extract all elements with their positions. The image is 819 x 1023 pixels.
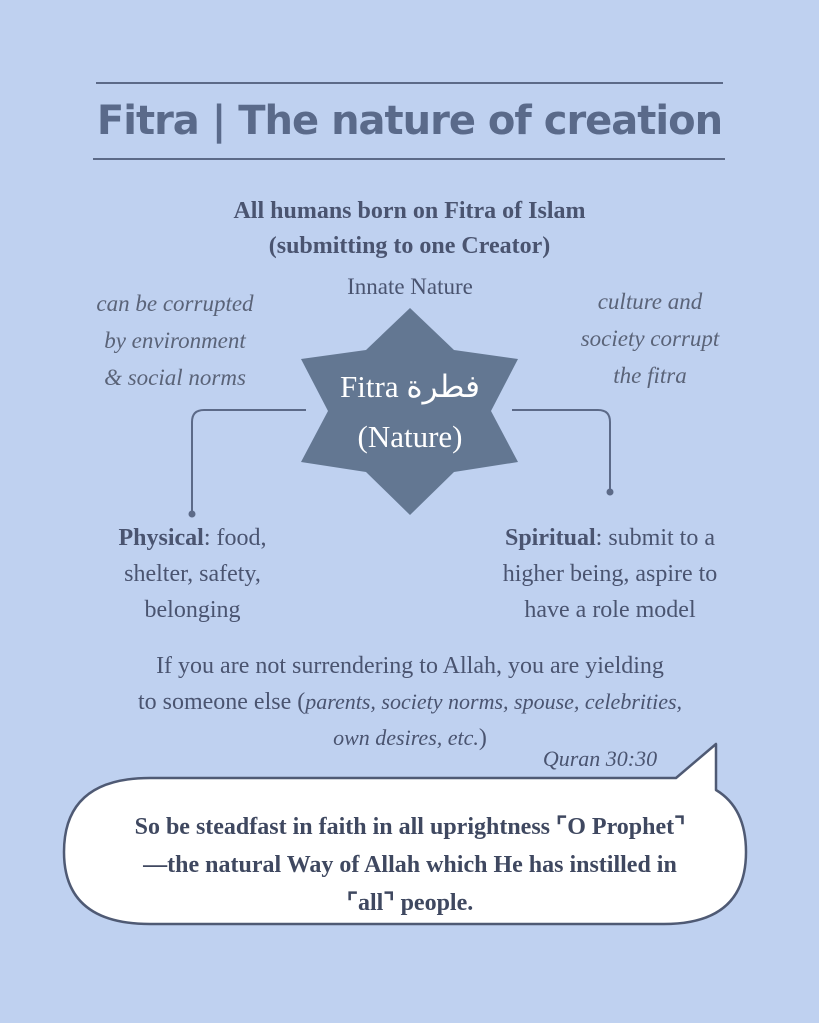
star-label-nature: (Nature) — [357, 419, 463, 454]
branch-physical-line-1 — [85, 520, 300, 556]
note-left-line: by environment — [104, 328, 246, 353]
connector-right — [512, 410, 610, 492]
connector-left — [192, 410, 306, 514]
quran-quote — [80, 808, 740, 922]
quote-line-3: ⌜all⌝ people. — [346, 890, 474, 916]
intro-line-2: (submitting to one Creator) — [268, 233, 551, 259]
page-title: Fitra | The nature of creation — [96, 98, 723, 144]
surrender-line-2-start: to someone else ( — [137, 689, 306, 715]
quote-line-1: So be steadfast in faith in all uprightness ⌜O Prophet⌝ — [134, 814, 686, 840]
branch-spiritual-label: Spiritual — [504, 525, 596, 551]
note-right-line: society corrupt — [580, 326, 720, 351]
innate-nature-caption: Innate Nature — [347, 274, 473, 299]
surrender-line-2 — [90, 684, 730, 720]
connector-left-dot — [189, 511, 196, 518]
surrender-statement — [90, 648, 730, 756]
note-right-line: the fitra — [613, 363, 687, 388]
fitra-star — [301, 308, 518, 515]
branch-spiritual-line-1 — [470, 520, 750, 556]
branch-spiritual-line-2: higher being, aspire to — [502, 561, 718, 587]
surrender-examples-end: own desires, etc. — [333, 725, 479, 750]
quote-line-2: —the natural Way of Allah which He has instilled in — [143, 852, 677, 878]
branch-physical-line-1-rest: : food, — [203, 525, 267, 551]
surrender-line-3-end: ) — [478, 725, 487, 751]
surrender-line-1: If you are not surrendering to Allah, you are yielding — [156, 653, 664, 679]
branch-physical-line-3: belonging — [144, 597, 241, 623]
surrender-examples: parents, society norms, spouse, celebrities, — [305, 689, 683, 714]
branch-spiritual-line-3: have a role model — [524, 597, 696, 623]
branch-spiritual — [470, 520, 750, 628]
note-left-line: & social norms — [104, 365, 246, 390]
branch-physical-line-2: shelter, safety, — [124, 561, 261, 587]
star-label-fitra: Fitra فطرة — [340, 369, 480, 404]
note-right-line: culture and — [597, 289, 703, 314]
branch-spiritual-line-1-rest: : submit to a — [595, 525, 716, 551]
note-left-line: can be corrupted — [96, 291, 254, 316]
branch-physical-label: Physical — [118, 525, 204, 551]
connector-right-dot — [607, 489, 614, 496]
branch-physical — [85, 520, 300, 628]
intro-line-1: All humans born on Fitra of Islam — [233, 198, 586, 224]
quran-citation: Quran 30:30 — [542, 746, 658, 771]
